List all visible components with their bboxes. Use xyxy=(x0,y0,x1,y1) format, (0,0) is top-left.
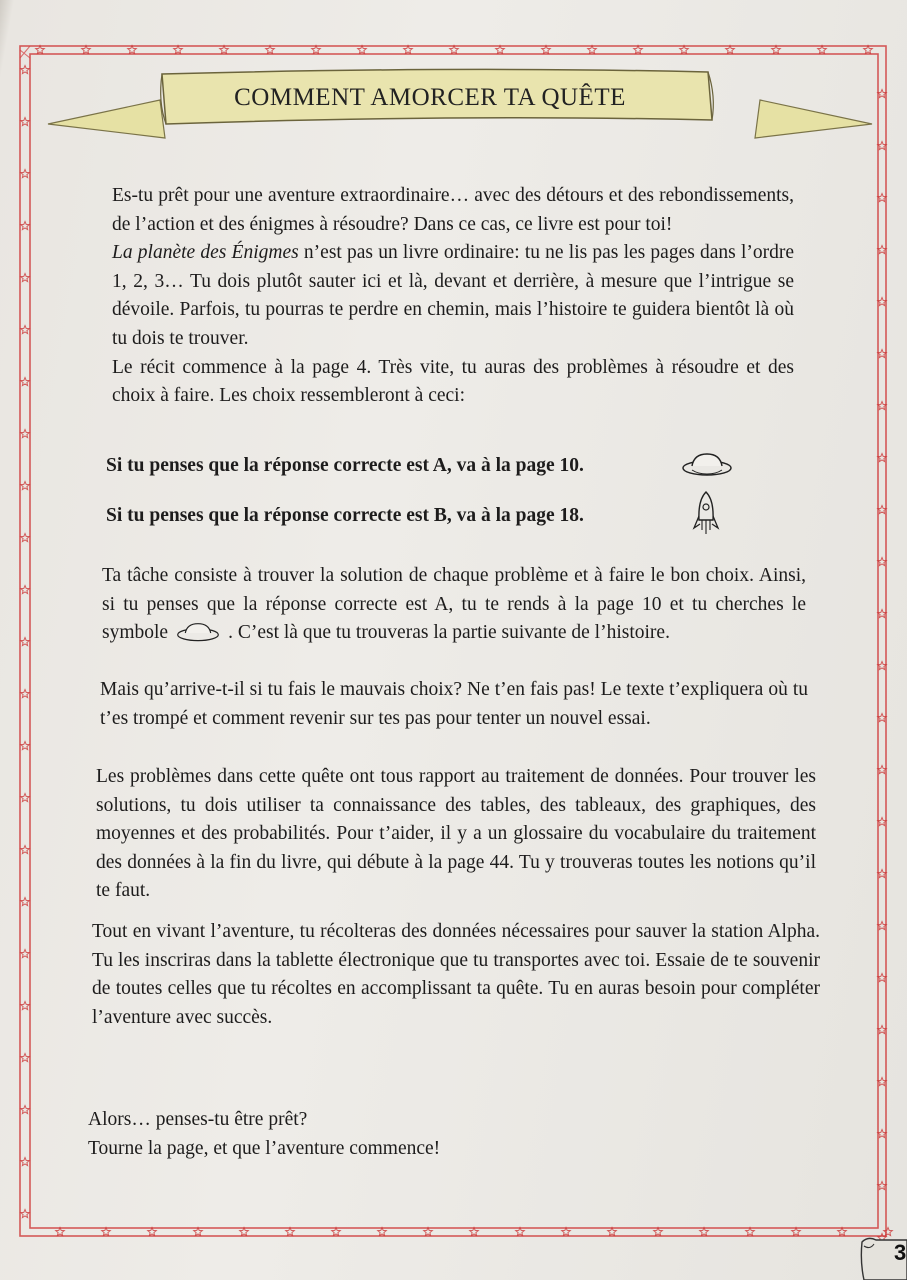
closing-text xyxy=(88,1106,808,1163)
border-star xyxy=(878,1026,887,1034)
border-star xyxy=(21,1210,30,1218)
wrong-choice-text xyxy=(100,676,808,733)
border-star xyxy=(878,870,887,878)
border-star xyxy=(21,1106,30,1114)
border-star xyxy=(21,1054,30,1062)
border-star xyxy=(21,118,30,126)
border-star xyxy=(878,818,887,826)
paragraph-7: Tout en vivant l’aventure, tu récolteras des données nécessaires pour sauver la station Alpha. Tu les inscriras dans la tablette électronique que tu transportes avec toi. Essaie de te souvenir de toutes celles que tu récoltes en accomplissant ta quête. Tu en auras besoin pour compléter l’aventure avec succès. xyxy=(92,921,820,1028)
border-star xyxy=(878,1130,887,1138)
border-star xyxy=(21,1002,30,1010)
border-star xyxy=(21,326,30,334)
border-star xyxy=(21,222,30,230)
border-star xyxy=(878,246,887,254)
border-star xyxy=(21,794,30,802)
paragraph-2: La planète des Énigmes n’est pas un livre ordinaire: tu ne lis pas les pages dans l’ordre 1, 2, 3… Tu dois plutôt sauter ici et là, devant et derrière, à mesure que l’intrigue se dévoile. Parfois, tu pourras te perdre en chemin, mais l’histoire te guidera bientôt là où tu dois te trouver. xyxy=(112,242,795,349)
border-star xyxy=(21,482,30,490)
intro-text xyxy=(112,182,794,411)
border-star xyxy=(21,430,30,438)
border-star xyxy=(21,846,30,854)
border-star xyxy=(21,742,30,750)
border-star xyxy=(878,506,887,514)
choice-b: Si tu penses que la réponse correcte est B, va à la page 18. xyxy=(106,505,584,526)
paragraph-5: Mais qu’arrive-t-il si tu fais le mauvais choix? Ne t’en fais pas! Le texte t’expliquera où tu t’es trompé et comment revenir sur tes pas pour tenter un nouvel essai. xyxy=(100,679,808,729)
border-star xyxy=(878,610,887,618)
border-star xyxy=(21,690,30,698)
paragraph-3: Le récit commence à la page 4. Très vite, tu auras des problèmes à résoudre et des choix à faire. Les choix ressembleront à ceci: xyxy=(112,356,794,407)
border-star xyxy=(878,662,887,670)
border-star xyxy=(21,378,30,386)
border-star xyxy=(878,298,887,306)
border-star xyxy=(878,1182,887,1190)
border-star xyxy=(878,350,887,358)
border-star xyxy=(21,274,30,282)
paragraph-6: Les problèmes dans cette quête ont tous rapport au traitement de données. Pour trouver les solutions, tu dois utiliser ta connaissance des tables, des tableaux, des graphiques, des moyennes et des probabilités. Pour t’aider, il y a un glossaire du vocabulaire du traitement des données à la fin du livre, qui débute à la page 44. Tu y trouveras toutes les notions qu’il te faut. xyxy=(96,766,816,902)
border-star xyxy=(878,974,887,982)
planet-symbol-icon xyxy=(172,622,224,644)
border-star xyxy=(21,586,30,594)
data-collection-text xyxy=(92,918,820,1032)
paragraph-4: Ta tâche consiste à trouver la solution de chaque problème et à faire le bon choix. Ainsi, si tu penses que la réponse correcte est A, tu te rends à la page 10 et tu cherches le symbole . C’est là que tu trouveras la partie suivante de l’histoire. xyxy=(102,565,806,644)
border-star xyxy=(878,1078,887,1086)
border-star xyxy=(21,66,30,74)
choice-a: Si tu penses que la réponse correcte est A, va à la page 10. xyxy=(106,455,584,476)
border-star xyxy=(878,558,887,566)
paragraph-1: Es-tu prêt pour une aventure extraordinaire… avec des détours et des rebondissements, de l’action et des énigmes à résoudre? Dans ce cas, ce livre est pour toi! xyxy=(112,185,794,235)
closing-line-2: Tourne la page, et que l’aventure commence! xyxy=(88,1137,441,1159)
border-star xyxy=(878,454,887,462)
border-star xyxy=(21,170,30,178)
border-star xyxy=(878,194,887,202)
page-number: 3 xyxy=(894,1240,907,1265)
border-star xyxy=(878,714,887,722)
border-star xyxy=(878,142,887,150)
border-star xyxy=(21,638,30,646)
page-title: COMMENT AMORCER TA QUÊTE xyxy=(234,84,626,111)
border-star xyxy=(878,402,887,410)
border-star xyxy=(21,1158,30,1166)
planet-icon xyxy=(680,452,734,482)
explanation-text xyxy=(102,562,806,648)
problems-text xyxy=(96,763,816,906)
border-star xyxy=(21,950,30,958)
rocket-icon xyxy=(692,490,720,538)
border-star xyxy=(21,898,30,906)
border-star xyxy=(878,766,887,774)
closing-line-1: Alors… penses-tu être prêt? xyxy=(88,1109,308,1130)
border-star xyxy=(21,534,30,542)
book-title: La planète des Énigmes xyxy=(112,242,299,264)
border-star xyxy=(878,922,887,930)
